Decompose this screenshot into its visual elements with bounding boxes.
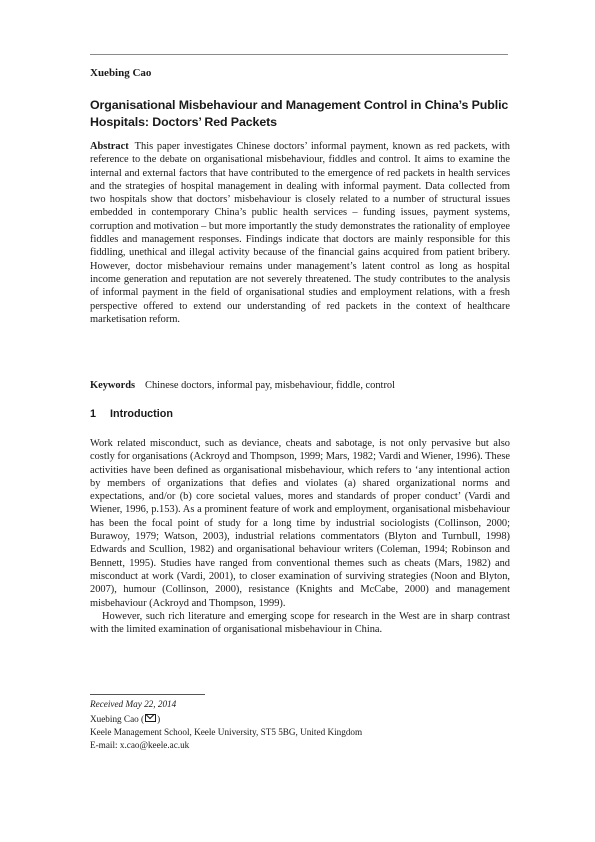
section-heading <box>90 408 173 420</box>
email-label: E-mail: <box>90 740 118 750</box>
section-title: Introduction <box>110 408 173 420</box>
footer-affiliation: Keele Management School, Keele University, ST5 5BG, United Kingdom <box>90 727 363 737</box>
paper-title: Organisational Misbehaviour and Management Control in China’s Public Hospitals: Doctors’ Red Packets <box>90 98 509 129</box>
body-paragraph: However, such rich literature and emerging scope for research in the West are in sharp contrast with the limited examination of organisational misbehaviour in China. <box>90 610 510 636</box>
section-number: 1 <box>90 408 97 420</box>
abstract-label: Abstract <box>90 141 129 152</box>
keywords-label: Keywords <box>90 380 136 391</box>
footer-paren: ) <box>157 714 161 724</box>
body-paragraph: Work related misconduct, such as deviance, cheats and sabotage, is not only pervasive but also costly for organisations (Ackroyd and Thompson, 1999; Mars, 1982; Vardi and Wiener, 1996). These activities have been defined as organisational misbehaviour, which refers to ‘any intentional action by members of organizations that defies and violates (a) shared organizational norms and expectations, and/or (b) core societal values, mores and standards of proper conduct’ (Vardi and Wiener, 1996, p.153). As a prominent feature of work and employment, organisational misbehaviour has been the focal point of study for a long time by industrial sociologists (Collinson, 2000; Burawoy, 1979; Watson, 2003), industrial relations commentators (Blyton and Turnbull, 1998) Edwards and Scullion, 1982) and organisational behaviour writers (Coleman, 1994; Robinson and Bennett, 1995). Studies have ranged from conventional themes such as cheats (Mars, 1982) and misconduct at work (Vardi, 2001), to closer examination of surviving strategies (Noon and Blyton, 2007), humour (Collinson, 2000), resistance (Knights and McCabe, 2000) and management misbehaviour (Ackroyd and Thompson, 1999). <box>90 438 510 609</box>
author-name: Xuebing Cao <box>90 67 152 79</box>
keywords-text: Chinese doctors, informal pay, misbehaviour, fiddle, control <box>145 380 395 391</box>
abstract-block <box>90 140 510 326</box>
keywords-line <box>90 380 395 391</box>
footnote-rule <box>90 694 205 695</box>
header-rule <box>90 54 508 55</box>
footer-email-line <box>90 739 362 752</box>
abstract-text: This paper investigates Chinese doctors’ informal payment, known as red packets, with reference to the debate on organisational misbehaviour, fiddles and control. It aims to examine the internal and external factors that have contributed to the emergence of red packets in health services and the strategies of hospital management in dealing with informal payment. Data collected from two hospitals show that doctors’ misbehaviour is closely related to a number of structural issues embedded in contemporary China’s public health services – funding issues, payment systems, corruption and motivation – but more importantly the study demonstrates the rationality of employee fiddles and management responses. Findings indicate that doctors are mainly responsible for this fiddling, unethical and illegal activity because of the financial gains acquired from patient bribery. However, doctor misbehaviour remains under management’s latent control as long as hospital income generation and reputation are not severely threatened. The study contributes to the analysis of informal payment in the field of organisational studies and employment relations, with a fresh perspective offered to extend our understanding of red packets in the context of healthcare marketisation reform. <box>90 141 510 325</box>
received-date: Received May 22, 2014 <box>90 699 177 709</box>
body-text <box>90 437 510 636</box>
envelope-icon <box>145 714 156 722</box>
author-footer <box>90 713 362 752</box>
footer-name-line <box>90 713 362 726</box>
email-address[interactable]: x.cao@keele.ac.uk <box>119 740 190 750</box>
footer-author-name: Xuebing Cao ( <box>90 714 145 724</box>
